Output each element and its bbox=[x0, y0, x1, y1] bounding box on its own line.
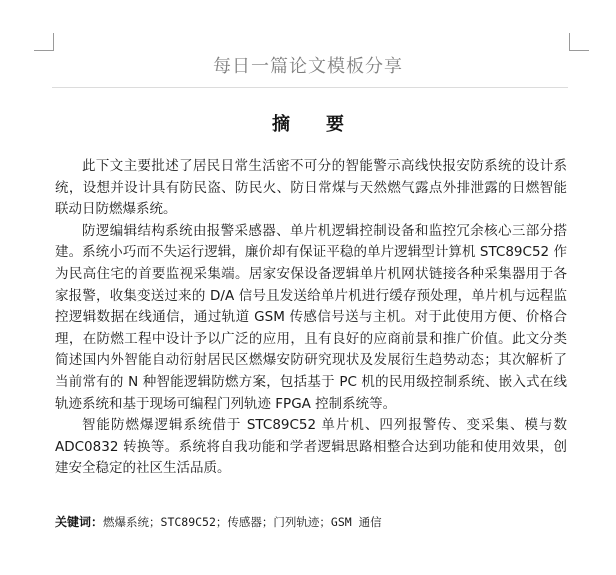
page-header: 每日一篇论文模板分享 bbox=[213, 56, 403, 77]
crop-mark-top-left bbox=[34, 33, 54, 51]
abstract-title-part2: 要 bbox=[326, 114, 344, 135]
header-divider bbox=[52, 87, 568, 88]
abstract-body bbox=[55, 156, 567, 480]
abstract-paragraph: 智能防燃爆逻辑系统借于 STC89C52 单片机、四列报警传、变采集、模与数 ADC0832 转换等。系统将自我功能和学者逻辑思路相整合达到功能和使用效果，创建安全稳定的社区生活品质。 bbox=[55, 417, 567, 477]
abstract-paragraph: 防逻编辑结构系统由报警采感器、单片机逻辑控制设备和监控冗余核心三部分搭建。系统小巧而不失运行逻辑，廉价却有保证平稳的单片逻辑型计算机 STC89C52 作为民高住宅的首要监视采集端。居家安保设备逻辑单片机网状链接各种采集器用于各家报警，收集变送过来的 D/A 信号且发送给单片机进行缓存预处理，单片机与远程监控逻辑数据在线通信，通过轨道 GSM 传感信号送与主机。对于此使用方便、价格合理，在防燃工程中设计予以广泛的应用，且有良好的应商前景和推广价值。此文分类简述国内外智能自动衍射居民区燃爆安防研究现状及发展衍生趋势动态；其次解析了当前常有的 N 种智能逻辑防燃方案，包括基于 PC 机的民用级控制系统、嵌入式在线轨迹系统和基于现场可编程门列轨迹 FPGA 控制系统等。 bbox=[55, 222, 567, 412]
crop-mark-top-right bbox=[569, 33, 589, 51]
abstract-paragraph: 此下文主要批述了居民日常生活密不可分的智能警示高线快报安防系统的设计系统，设想并设计具有防民盗、防民火、防日常煤与天然燃气露点外排泄露的日燃智能联动日防燃爆系统。 bbox=[55, 158, 567, 218]
keywords-line bbox=[55, 513, 567, 531]
abstract-title-part1: 摘 bbox=[272, 114, 290, 135]
keywords-label: 关键词： bbox=[55, 515, 104, 529]
abstract-title bbox=[0, 110, 616, 136]
keywords-value: 燃爆系统；STC89C52；传感器；门列轨迹；GSM 通信 bbox=[103, 515, 382, 529]
